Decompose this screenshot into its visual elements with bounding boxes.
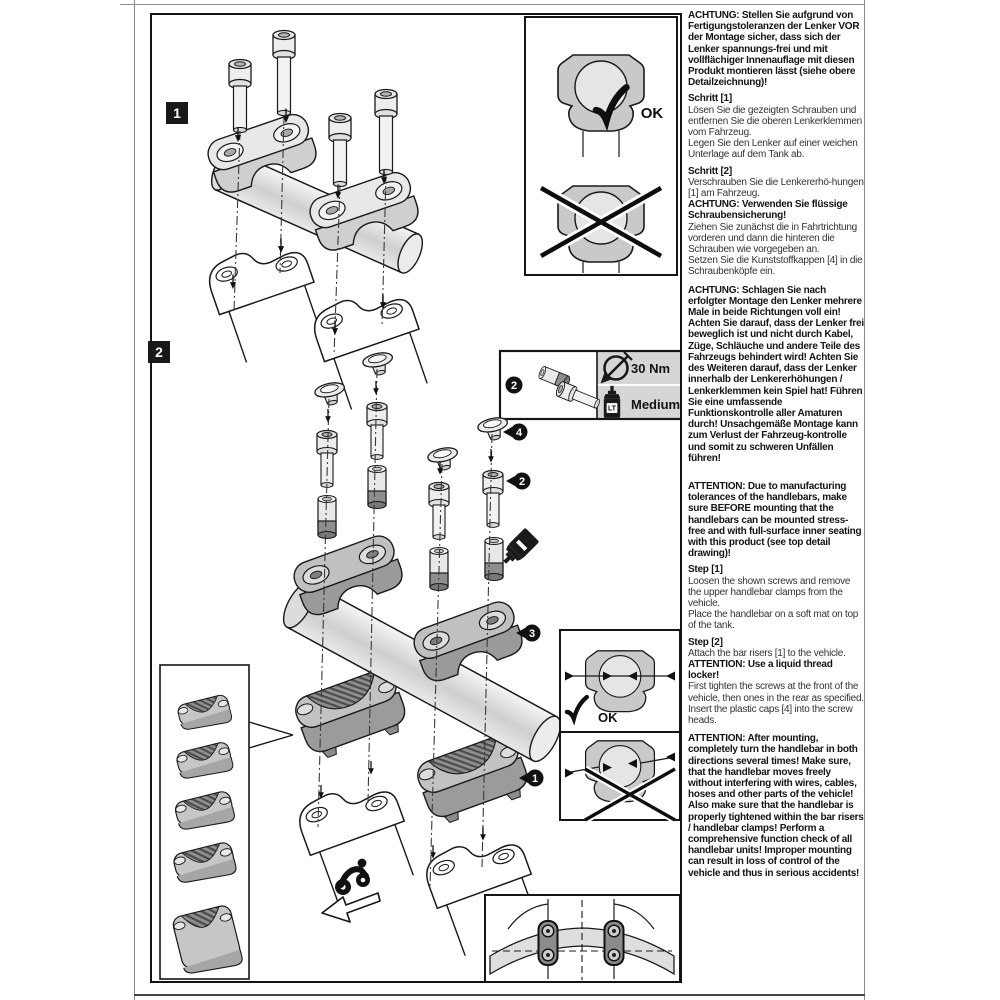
en-step2-body3: Insert the plastic caps [4] into the screw heads. xyxy=(688,703,853,726)
en-step1-title: Step [1] xyxy=(688,564,723,576)
en-warning-intro: ATTENTION: Due to manufacturing tolerances of the handlebars, make sure BEFORE mounting that the handlebars can be mounted stress-free and with full-surface inner seating with this product (see top detail drawing)! xyxy=(688,480,862,560)
page-left-rule xyxy=(134,0,135,1000)
plastic-cap xyxy=(362,350,396,377)
de-step1-title: Schritt [1] xyxy=(688,93,732,105)
de-step1-body: Lösen Sie die gezeigten Schrauben und entfernen Sie die oberen Lenkerklemmen vom Fahrzeug. xyxy=(688,104,862,139)
de-warning-final: ACHTUNG: Schlagen Sie nach erfolgter Montage den Lenker mehrere Male in beide Richtungen voll ein! Achten Sie darauf, dass der Lenker frei beweglich ist und nicht durch Kabel, Züge, Schläuche und andere Teile des Fahrzeugs behindert wird! Achten Sie des Weiteren darauf, dass der Lenker innerhalb der Lenkererhöhungen / Lenkerklemmen kein Spiel hat! Führen Sie eine umfassende Funktionskontrolle aller Amaturen durch! Unsachgemäße Montage kann zum Verlust der Fahrzeug-kontrolle und somit zu schweren Unfällen führen! xyxy=(688,284,864,464)
plastic-cap xyxy=(427,445,461,472)
callout-parts-screw xyxy=(506,377,523,394)
svg-text:4: 4 xyxy=(515,426,523,439)
assembly-diagram xyxy=(152,15,680,981)
rider-direction-icon xyxy=(322,859,380,922)
parts-detail-box xyxy=(500,351,680,419)
page-top-rule xyxy=(120,4,865,5)
socket-screw xyxy=(429,483,449,540)
step1-assembly xyxy=(203,31,437,413)
socket-screw xyxy=(375,90,397,175)
clamp-cross-section xyxy=(586,651,655,712)
en-step2-body2: First tighten the screws at the front of the vehicle, then ones in the rear as specified. xyxy=(688,681,864,704)
de-warning-intro: ACHTUNG: Stellen Sie aufgrund von Fertigungstoleranzen der Lenker VOR der Montage sicher, dass sich der Lenker spannungs-frei und mit vollflächiger Innenauflage mit diesen Produkt montieren lässt (siehe obere Detailzeichnung)! xyxy=(688,10,860,89)
spacer-sleeve xyxy=(318,496,336,539)
de-step1-body2: Legen Sie den Lenker auf einer weichen Unterlage auf dem Tank ab. xyxy=(688,138,858,161)
socket-screw xyxy=(273,31,295,116)
handlebar-alignment-box xyxy=(485,895,680,981)
de-step2-body3: Setzen Sie die Kunststoffkappen [4] in die Schraubenköpfe ein. xyxy=(688,255,863,278)
torque-value: 30 Nm xyxy=(631,361,671,376)
en-step1-body2: Place the handlebar on a soft mat on top of the tank. xyxy=(688,609,859,632)
en-step2-warning: ATTENTION: Use a liquid thread locker! xyxy=(688,658,833,682)
clamp-cross-section xyxy=(558,55,644,131)
lower-clamp xyxy=(293,773,423,906)
threadlocker-bottle-icon xyxy=(498,528,540,570)
lower-clamp xyxy=(203,234,332,366)
en-warning-final: ATTENTION: After mounting, completely turn the handlebar in both directions several times! Make sure, that the handlebar moves freely without interfering with wires, cables, hoses and other parts of the vehicle! Also make sure that the handlebar is properly tightened within the bar risers / handlebar clamps! Perform a comprehensive function check of all handlebar units! Improper mounting can result in loss of control of the vehicle and thus in serious accidents! xyxy=(688,733,864,879)
socket-screw xyxy=(329,114,351,187)
de-step2-body2: Ziehen Sie zunächst die in Fahrtrichtung vorderen und dann die hinteren die Schrauben wie vorgegeben an. xyxy=(688,221,857,256)
socket-screw xyxy=(367,403,387,460)
svg-text:1: 1 xyxy=(531,772,539,785)
socket-screw xyxy=(555,381,602,412)
svg-text:3: 3 xyxy=(528,627,536,640)
step1-badge: 1 xyxy=(166,102,188,124)
plastic-cap xyxy=(314,380,348,407)
plastic-cap xyxy=(477,415,511,442)
en-step1-body: Loosen the shown screws and remove the upper handlebar clamps from the vehicle. xyxy=(688,575,851,609)
spacer-sleeve xyxy=(368,466,386,509)
ok-label: OK xyxy=(640,105,664,122)
step2-badge: 2 xyxy=(148,341,170,363)
page-bottom-rule xyxy=(134,994,865,996)
riser-variants-box xyxy=(160,665,293,979)
svg-text:LT: LT xyxy=(608,405,616,413)
svg-text:2: 2 xyxy=(518,475,526,488)
seating-detail-box xyxy=(525,17,677,275)
de-step2-title: Schritt [2] xyxy=(688,165,732,177)
de-step2-warning: ACHTUNG: Verwenden Sie flüssige Schraubensicherung! xyxy=(688,199,848,222)
ok-label: OK xyxy=(598,710,618,725)
en-step2-title: Step [2] xyxy=(688,636,723,648)
threadlocker-grade: Medium xyxy=(631,397,680,412)
step2-assembly xyxy=(277,350,566,959)
callout-screw xyxy=(506,473,531,490)
en-step2-body: Attach the bar risers [1] to the vehicle. xyxy=(688,647,846,659)
page-right-rule xyxy=(864,0,865,1000)
diagram-panel xyxy=(150,13,682,983)
socket-screw xyxy=(229,60,251,133)
spacer-sleeve xyxy=(485,538,503,581)
alignment-wrong-box xyxy=(560,732,680,820)
de-step2-body: Verschrauben Sie die Lenkererhö-hungen [1] am Fahrzeug. xyxy=(688,176,864,200)
alignment-ok-box xyxy=(560,630,680,732)
socket-screw xyxy=(483,471,503,528)
callout-plastic-cap xyxy=(503,424,528,441)
instructions-column xyxy=(688,10,864,884)
svg-text:2: 2 xyxy=(510,379,518,392)
